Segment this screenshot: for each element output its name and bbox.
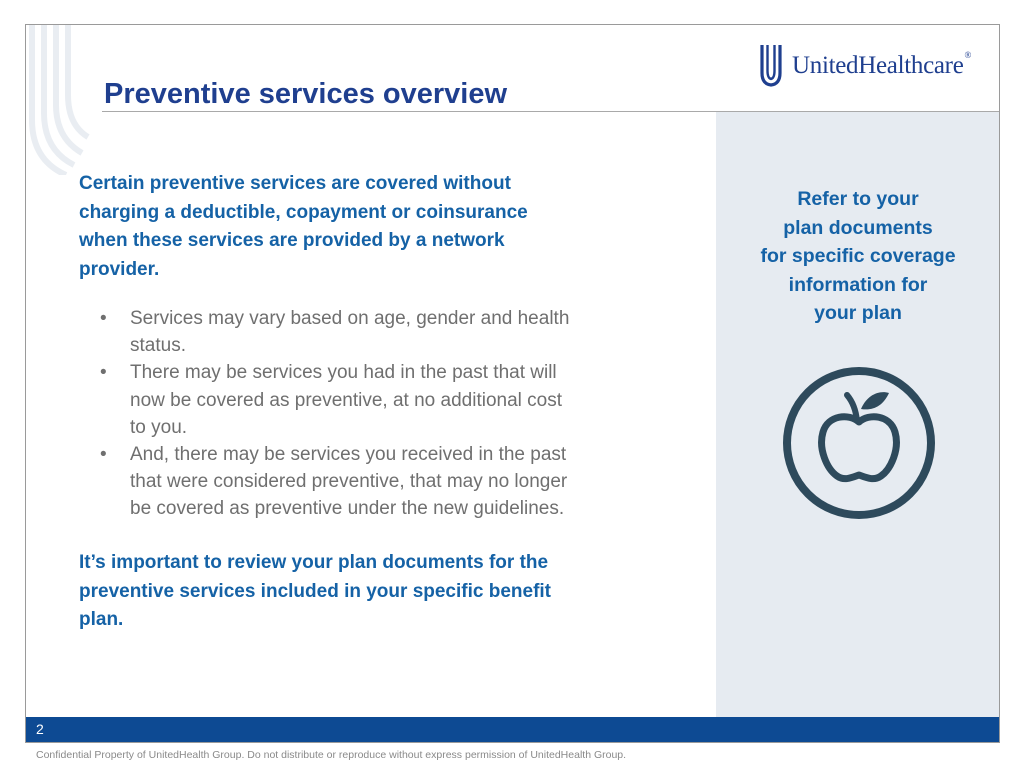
logo-wordmark: UnitedHealthcare® bbox=[792, 50, 972, 79]
sidebar-panel bbox=[716, 112, 1000, 717]
decorative-stripes-graphic bbox=[26, 25, 106, 175]
bullet-item bbox=[79, 305, 669, 359]
bullet-symbol: • bbox=[100, 444, 107, 466]
sidebar-callout bbox=[716, 185, 1000, 328]
lead-line: Certain preventive services are covered without bbox=[79, 173, 511, 194]
bullet-item bbox=[79, 441, 669, 523]
lead-line: provider. bbox=[79, 259, 160, 281]
sidebar-line: your plan bbox=[814, 302, 902, 324]
bullet-text-line: be covered as preventive under the new guidelines. bbox=[130, 498, 565, 520]
apple-icon bbox=[781, 365, 937, 521]
unitedhealthcare-logo bbox=[756, 43, 996, 93]
slide bbox=[25, 24, 1000, 743]
closing-line: It’s important to review your plan documents for the bbox=[79, 552, 549, 573]
bullet-list bbox=[79, 305, 669, 523]
page-number: 2 bbox=[36, 721, 44, 737]
bullet-text-line: that were considered preventive, that may no longer bbox=[130, 471, 568, 493]
sidebar-line: for specific coverage bbox=[760, 245, 956, 267]
footer-bar bbox=[26, 717, 999, 743]
lead-line: charging a deductible, copayment or coinsurance bbox=[79, 201, 528, 223]
sidebar-line: plan documents bbox=[783, 216, 933, 239]
confidentiality-notice: Confidential Property of UnitedHealth Group. Do not distribute or reproduce without express permission of UnitedHealth Group. bbox=[36, 749, 627, 761]
page-title: Preventive services overview bbox=[104, 78, 508, 110]
bullet-text-line: Services may vary based on age, gender and health bbox=[130, 308, 570, 329]
bullet-symbol: • bbox=[100, 362, 107, 384]
bullet-symbol: • bbox=[100, 308, 107, 329]
bullet-text-line: There may be services you had in the past that will bbox=[130, 362, 557, 384]
u-shield-icon bbox=[758, 43, 784, 87]
sidebar-line: information for bbox=[788, 273, 928, 296]
bullet-item bbox=[79, 359, 669, 441]
lead-paragraph bbox=[79, 170, 669, 285]
sidebar-line: Refer to your bbox=[797, 188, 919, 210]
closing-line: plan. bbox=[79, 609, 124, 631]
lead-line: when these services are provided by a network bbox=[79, 230, 505, 252]
bullet-text-line: now be covered as preventive, at no additional cost bbox=[130, 389, 562, 411]
bullet-text-line: status. bbox=[130, 335, 186, 357]
closing-paragraph bbox=[79, 549, 669, 635]
bullet-text-line: to you. bbox=[130, 416, 188, 438]
bullet-text-line: And, there may be services you received in the past bbox=[130, 444, 567, 466]
main-content bbox=[79, 170, 669, 631]
closing-line: preventive services included in your specific benefit bbox=[79, 580, 552, 602]
